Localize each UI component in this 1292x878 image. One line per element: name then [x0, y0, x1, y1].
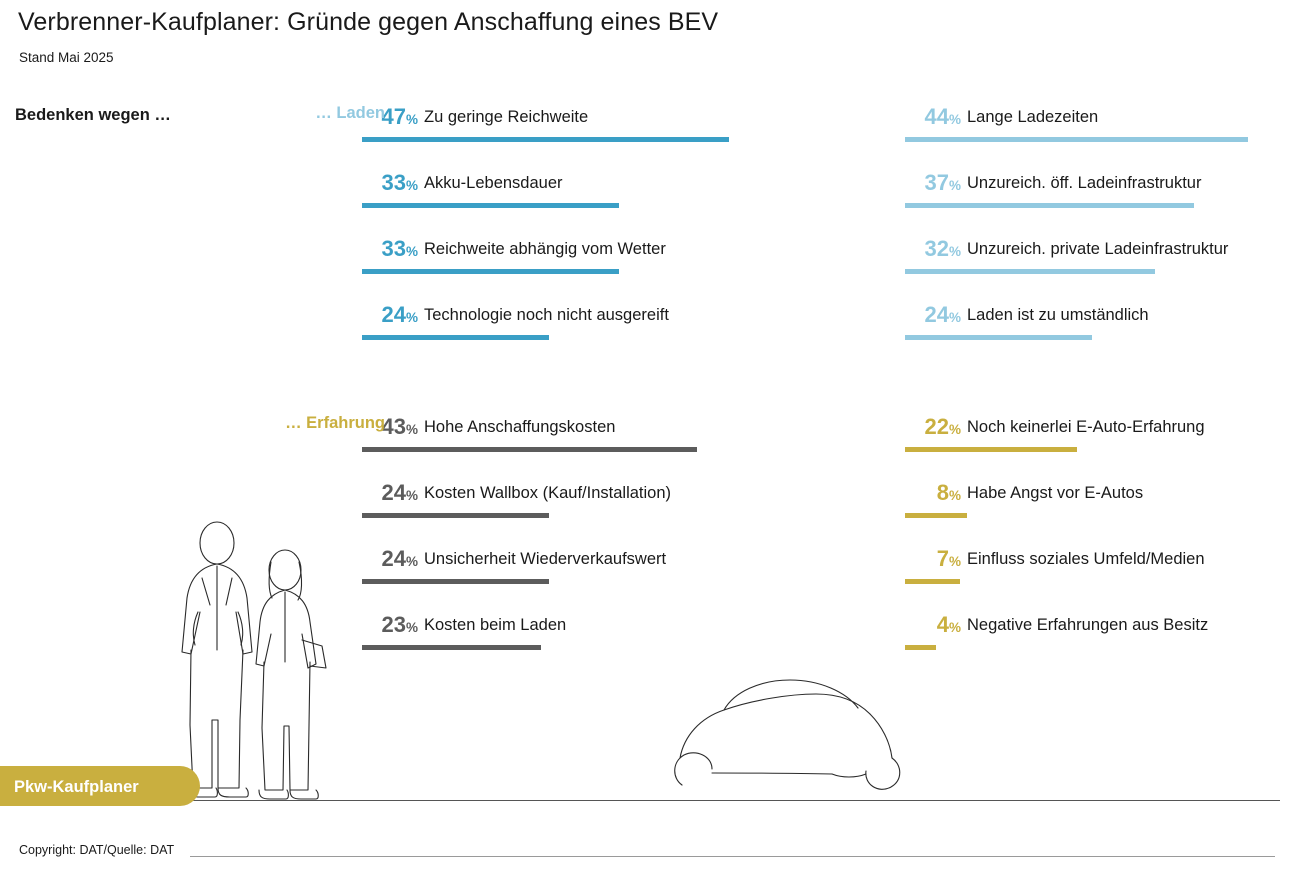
bar-track — [362, 137, 729, 142]
bar-value: 47% — [381, 104, 418, 129]
bar-fill — [905, 203, 1194, 208]
ground-line — [170, 800, 1280, 801]
bar-fill — [905, 269, 1155, 274]
bar-value: 44% — [924, 104, 961, 129]
page-title: Verbrenner-Kaufplaner: Gründe gegen Anschaffung eines BEV — [18, 8, 719, 36]
bar-value: 24% — [924, 302, 961, 327]
bar-track — [362, 335, 549, 340]
bar-category-label: Reichweite abhängig vom Wetter — [424, 240, 666, 258]
copyright-text: Copyright: DAT/Quelle: DAT — [19, 843, 175, 857]
bar-value: 24% — [381, 480, 418, 505]
bar-category-label: Unzureich. öff. Ladeinfrastruktur — [967, 174, 1202, 192]
badge-label: Pkw-Kaufplaner — [14, 778, 139, 796]
bar-fill — [362, 335, 549, 340]
bar-track — [905, 645, 936, 650]
bar-fill — [362, 645, 541, 650]
bar-fill — [905, 335, 1092, 340]
bar-value: 7% — [936, 546, 961, 571]
group-title: … Laden — [315, 104, 385, 122]
bar-category-label: Hohe Anschaffungskosten — [424, 418, 616, 436]
page-subtitle: Stand Mai 2025 — [19, 50, 114, 65]
bar-track — [362, 203, 619, 208]
bar-fill — [362, 269, 619, 274]
bar-value: 22% — [924, 414, 961, 439]
bar-fill — [362, 513, 549, 518]
bar-category-label: Unsicherheit Wiederverkaufswert — [424, 550, 667, 568]
bar-track — [905, 579, 960, 584]
bar-category-label: Lange Ladezeiten — [967, 108, 1099, 126]
bar-category-label: Kosten Wallbox (Kauf/Installation) — [424, 484, 672, 502]
bar-fill — [905, 137, 1248, 142]
bar-category-label: Zu geringe Reichweite — [424, 108, 589, 126]
bar-category-label: Negative Erfahrungen aus Besitz — [967, 616, 1209, 634]
bar-value: 8% — [936, 480, 961, 505]
bar-fill — [905, 447, 1077, 452]
footer-divider — [190, 856, 1275, 857]
bar-track — [362, 269, 619, 274]
car-illustration — [660, 670, 920, 805]
bar-value: 33% — [381, 236, 418, 261]
bar-track — [905, 513, 967, 518]
group-title: … Erfahrung — [285, 414, 385, 432]
bar-track — [362, 645, 541, 650]
bar-category-label: Habe Angst vor E-Autos — [967, 484, 1144, 502]
bar-category-label: Einfluss soziales Umfeld/Medien — [967, 550, 1205, 568]
row-label: Bedenken wegen … — [15, 106, 171, 124]
bar-category-label: Technologie noch nicht ausgereift — [424, 306, 669, 324]
bar-track — [905, 137, 1248, 142]
bar-category-label: Kosten beim Laden — [424, 616, 567, 634]
bar-track — [362, 579, 549, 584]
bar-category-label: Noch keinerlei E-Auto-Erfahrung — [967, 418, 1205, 436]
couple-illustration — [160, 520, 360, 805]
bar-track — [905, 203, 1194, 208]
bar-value: 23% — [381, 612, 418, 637]
bar-track — [905, 269, 1155, 274]
bar-fill — [905, 513, 967, 518]
bar-fill — [362, 137, 729, 142]
bar-track — [362, 513, 549, 518]
bar-value: 33% — [381, 170, 418, 195]
bar-value: 24% — [381, 546, 418, 571]
bar-fill — [362, 447, 697, 452]
bar-category-label: Akku-Lebensdauer — [424, 174, 563, 192]
bar-fill — [362, 579, 549, 584]
bar-value: 32% — [924, 236, 961, 261]
bar-track — [905, 447, 1077, 452]
bar-value: 37% — [924, 170, 961, 195]
bar-category-label: Unzureich. private Ladeinfrastruktur — [967, 240, 1229, 258]
bar-track — [362, 447, 697, 452]
bar-category-label: Laden ist zu umständlich — [967, 306, 1149, 324]
bar-fill — [905, 645, 936, 650]
bar-value: 43% — [381, 414, 418, 439]
bar-value: 4% — [936, 612, 961, 637]
bar-fill — [905, 579, 960, 584]
bar-track — [905, 335, 1092, 340]
bar-fill — [362, 203, 619, 208]
second-person-illustration — [240, 548, 350, 806]
bar-value: 24% — [381, 302, 418, 327]
